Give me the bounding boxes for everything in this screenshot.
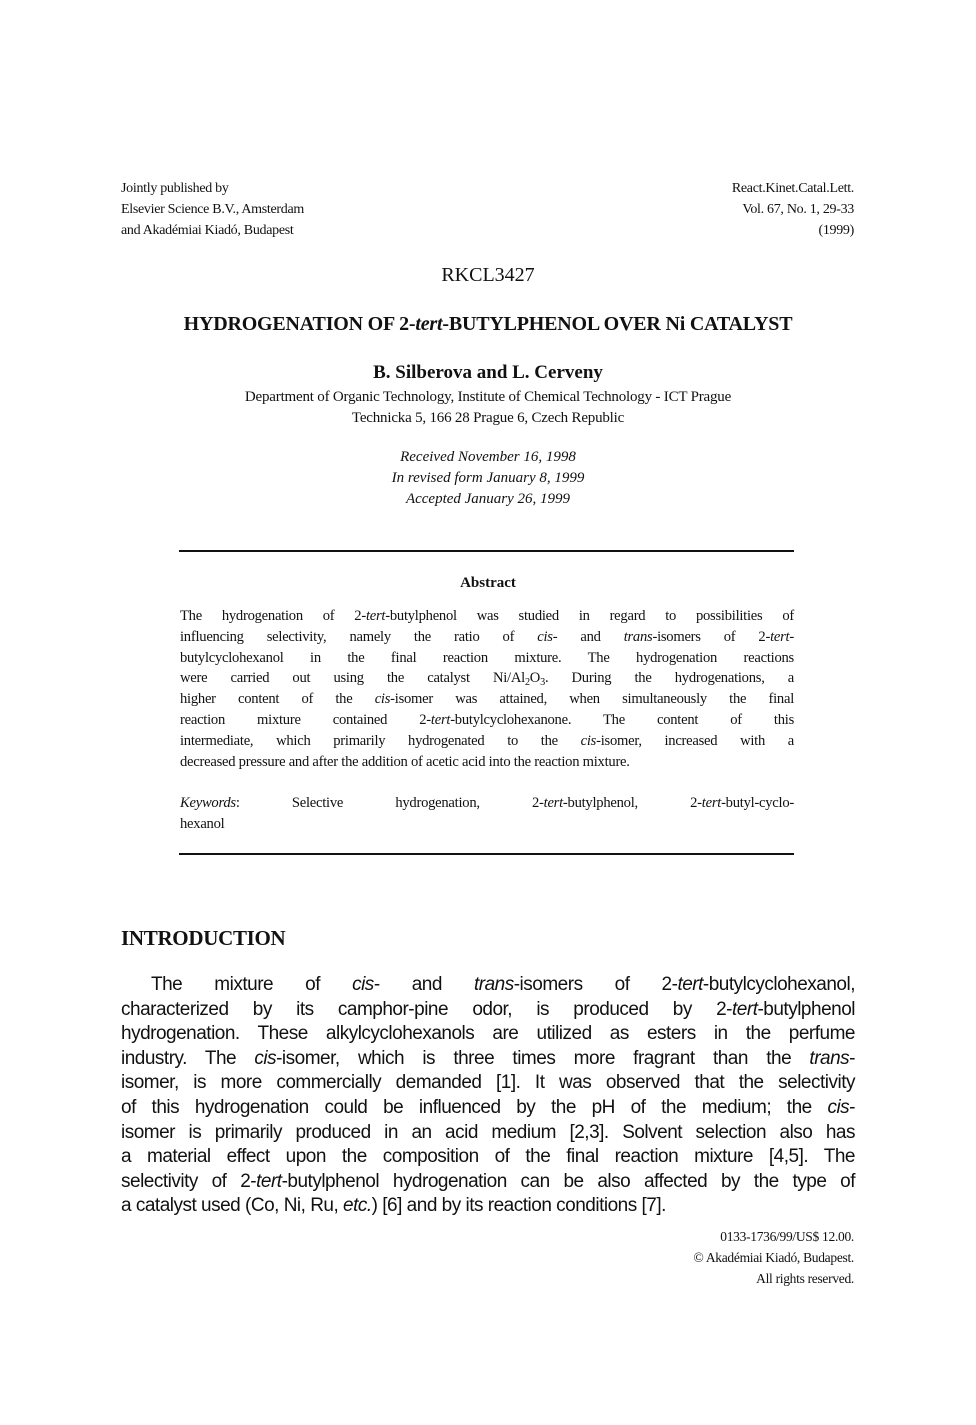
abstract-line: influencing selectivity, namely the ratio of cis- and trans-isomers of 2-tert- [180,628,794,645]
abstract-heading: Abstract [460,575,516,591]
keywords-line: Keywords: Selective hydrogenation, 2-tert-butylphenol, 2-tert-butyl-cyclo- [180,795,794,811]
divider-top [179,550,794,552]
abstract-line: intermediate, which primarily hydrogenated to the cis-isomer, increased with a [180,732,794,749]
abstract-line: butylcyclohexanol in the final reaction mixture. The hydrogenation reactions [180,649,794,666]
abstract-line: reaction mixture contained 2-tert-butylcyclohexanone. The content of this [180,711,795,728]
received-date: Received November 16, 1998 [400,449,576,465]
introduction-body [121,973,855,1219]
footer-line: 0133-1736/99/US$ 12.00. [720,1229,854,1244]
keywords-label: Keywords [180,795,236,811]
intro-line: a material effect upon the composition of the final reaction mixture [4,5]. The [121,1146,855,1168]
intro-line: industry. The cis-isomer, which is three times more fragrant than the trans- [121,1047,855,1069]
intro-line: isomer, is more commercially demanded [1]. It was observed that the selectivity [121,1072,855,1094]
title-text: -BUTYLPHENOL OVER Ni CATALYST [442,313,793,335]
article-code: RKCL3427 [441,264,535,286]
section-heading-introduction: INTRODUCTION [121,926,286,950]
title-italic: tert [415,313,443,335]
abstract-line: were carried out using the catalyst $Ni/Al_2O_3$. During the hydrogenations, a [180,670,794,689]
intro-line: a catalyst used (Co, Ni, Ru, etc.) [6] and by its reaction conditions [7]. [121,1195,666,1217]
keywords [180,793,794,835]
footer-line: © Akadémiai Kiadó, Budapest. [693,1250,854,1265]
submission-dates [0,447,976,510]
publisher-line: Jointly published by [121,181,229,196]
intro-line: hydrogenation. These alkylcyclohexanols are utilized as esters in the perfume [121,1023,855,1045]
journal-citation [534,178,854,241]
publisher-info [121,178,441,241]
intro-line: selectivity of 2-tert-butylphenol hydrogenation can be also affected by the type of [121,1170,856,1192]
affiliation [60,387,916,429]
journal-line: (1999) [818,223,854,238]
accepted-date: Accepted January 26, 1999 [405,491,571,507]
affiliation-line: Department of Organic Technology, Institute of Chemical Technology - ICT Prague [244,389,732,405]
journal-line: Vol. 67, No. 1, 29-33 [742,202,854,217]
publisher-line: and Akadémiai Kiadó, Budapest [121,223,294,238]
abstract-line: higher content of the cis-isomer was attained, when simultaneously the final [180,691,794,708]
intro-line: isomer is primarily produced in an acid medium [2,3]. Solvent selection also has [121,1121,855,1143]
authors: B. Silberova and L. Cerveny [373,362,603,383]
title-text: HYDROGENATION OF 2- [183,313,416,335]
publisher-line: Elsevier Science B.V., Amsterdam [121,202,304,217]
abstract-line: The hydrogenation of 2-tert-butylphenol was studied in regard to possibilities of [180,608,794,624]
divider-bottom [179,853,794,855]
revised-date: In revised form January 8, 1999 [391,470,585,486]
abstract-line: decreased pressure and after the addition of acetic acid into the reaction mixture. [180,753,630,770]
paper-title [60,312,916,336]
journal-line: React.Kinet.Catal.Lett. [731,181,854,196]
affiliation-line: Technicka 5, 166 28 Prague 6, Czech Republic [351,410,625,426]
footer-line: All rights reserved. [756,1271,854,1286]
intro-line: The mixture of cis- and trans-isomers of 2-tert-butylcyclohexanol, [151,974,855,995]
abstract-body [180,606,794,772]
copyright-footer [534,1226,854,1289]
intro-line: of this hydrogenation could be influenced by the pH of the medium; the cis- [121,1096,855,1118]
intro-line: characterized by its camphor-pine odor, is produced by 2-tert-butylphenol [121,998,855,1020]
keywords-line: hexanol [180,815,225,832]
